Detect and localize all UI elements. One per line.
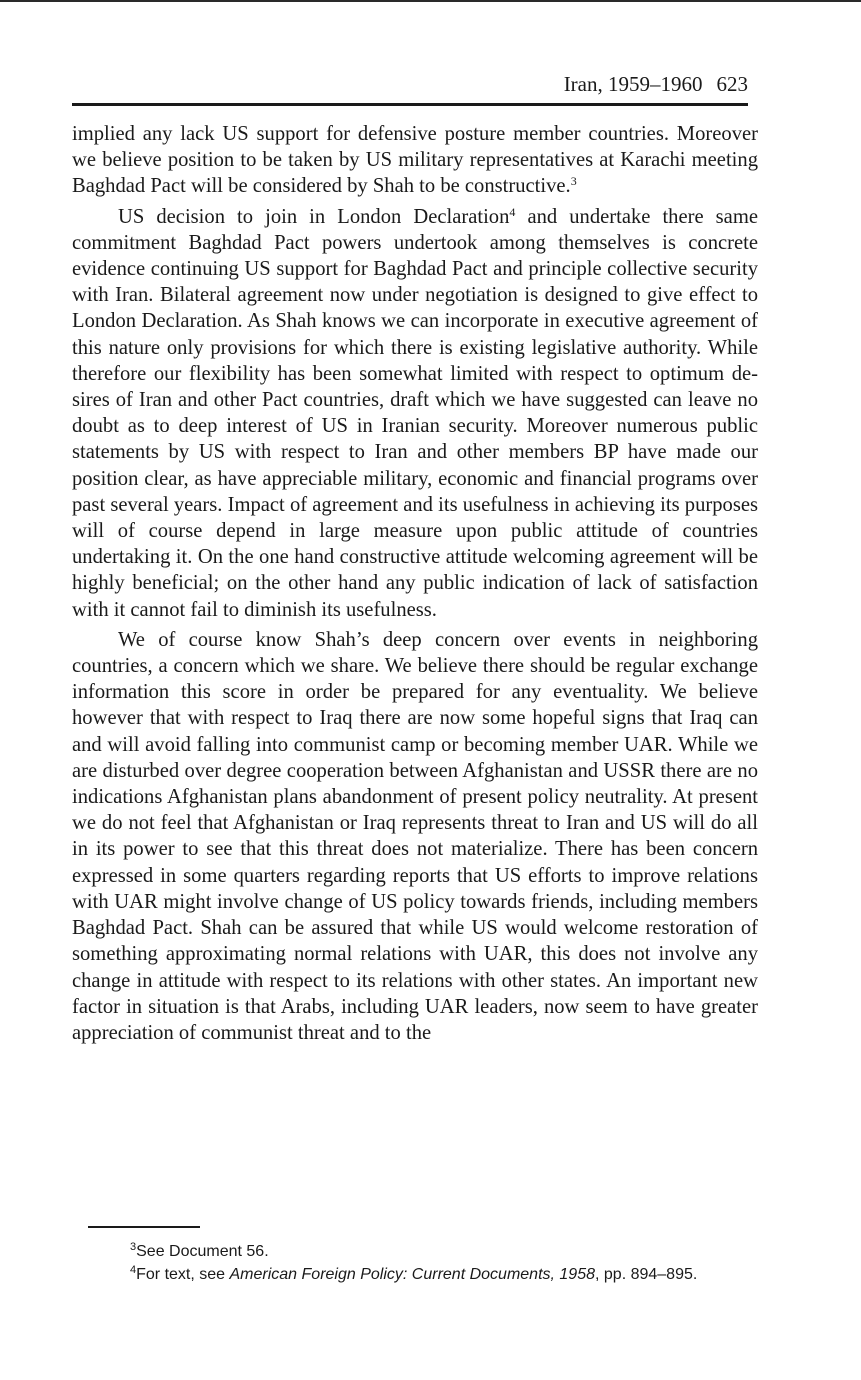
footnote-ref-4: 4: [509, 204, 516, 219]
header-rule: [72, 103, 748, 106]
footnote-rule: [88, 1226, 200, 1228]
footnote-ref-3: 3: [570, 174, 577, 189]
paragraph-2: [72, 204, 758, 623]
footnote-3-text: See Document 56.: [136, 1243, 269, 1260]
running-head-title: Iran, 1959–1960: [563, 72, 703, 96]
paragraph-1: [72, 121, 758, 200]
footnote-4-text-before: For text, see: [136, 1266, 230, 1283]
footnotes: [130, 1240, 770, 1286]
footnote-4-marker: 4: [130, 1264, 137, 1276]
paragraph-2-text-a: US decision to join in London Declaration: [118, 205, 510, 228]
paragraph-2-text-b: and undertake there same commitment Baghdad Pact powers undertook among themselves is concrete evidence continuing US support for Baghdad Pact and principle collective security with Iran. Bilateral agreement now under negotiation is designed to give effect to London Declaration. As Shah knows we can incorporate in executive agreement of this nature only provisions for which there is existing legislative authority. While therefore our flexibility has been somewhat limited with respect to optimum desires of Iran and other Pact countries, draft which we have suggested can leave no doubt as to deep interest of US in Iranian security. Moreover numerous public statements by US with respect to Iran and other members BP have made our position clear, as have appreciable military, economic and financial programs over past several years. Impact of agreement and its usefulness in achieving its purposes will of course depend in large measure upon public attitude of countries undertaking it. On the one hand constructive attitude welcoming agreement will be highly beneficial; on the other hand any public indication of lack of satisfaction with it cannot fail to diminish its usefulness.: [72, 205, 758, 621]
footnote-3: [130, 1240, 770, 1263]
page-number: 623: [716, 72, 748, 96]
body-text: [72, 121, 758, 1050]
paragraph-3-text: We of course know Shah’s deep concern over events in neighboring countries, a concern which we share. We believe there should be regular exchange information this score in order be prepared for any eventuality. We believe however that with respect to Iraq there are now some hopeful signs that Iraq can and will avoid falling into communist camp or becoming member UAR. While we are disturbed over degree cooperation between Afghanistan and USSR there are no indications Afghanistan plans abandonment of present policy neutrality. At present we do not feel that Afghanistan or Iraq represents threat to Iran and US will do all in its power to see that this threat does not materialize. There has been concern expressed in some quarters regarding reports that US efforts to improve relations with UAR might involve change of US policy towards friends, including members Baghdad Pact. Shah can be assured that while US would welcome restoration of something approximating normal relations with UAR, this does not involve any change in attitude with respect to its relations with other states. An important new factor in situation is that Arabs, including UAR leaders, now seem to have greater appreciation of communist threat and to the: [72, 628, 758, 1044]
paragraph-1-text: implied any lack US support for defensive posture member countries. Moreover we believe position to be taken by US military representatives at Karachi meeting Baghdad Pact will be considered by Shah to be constructive.: [72, 123, 758, 198]
running-head: [72, 70, 748, 98]
paragraph-3: [72, 627, 758, 1046]
footnote-4-text-after: , pp. 894–895.: [595, 1266, 698, 1283]
page-top-edge: [0, 0, 861, 2]
footnote-4: [130, 1263, 770, 1286]
footnote-4-publication-title: American Foreign Policy: Current Documents, 1958: [229, 1266, 595, 1283]
footnote-3-marker: 3: [130, 1241, 137, 1253]
